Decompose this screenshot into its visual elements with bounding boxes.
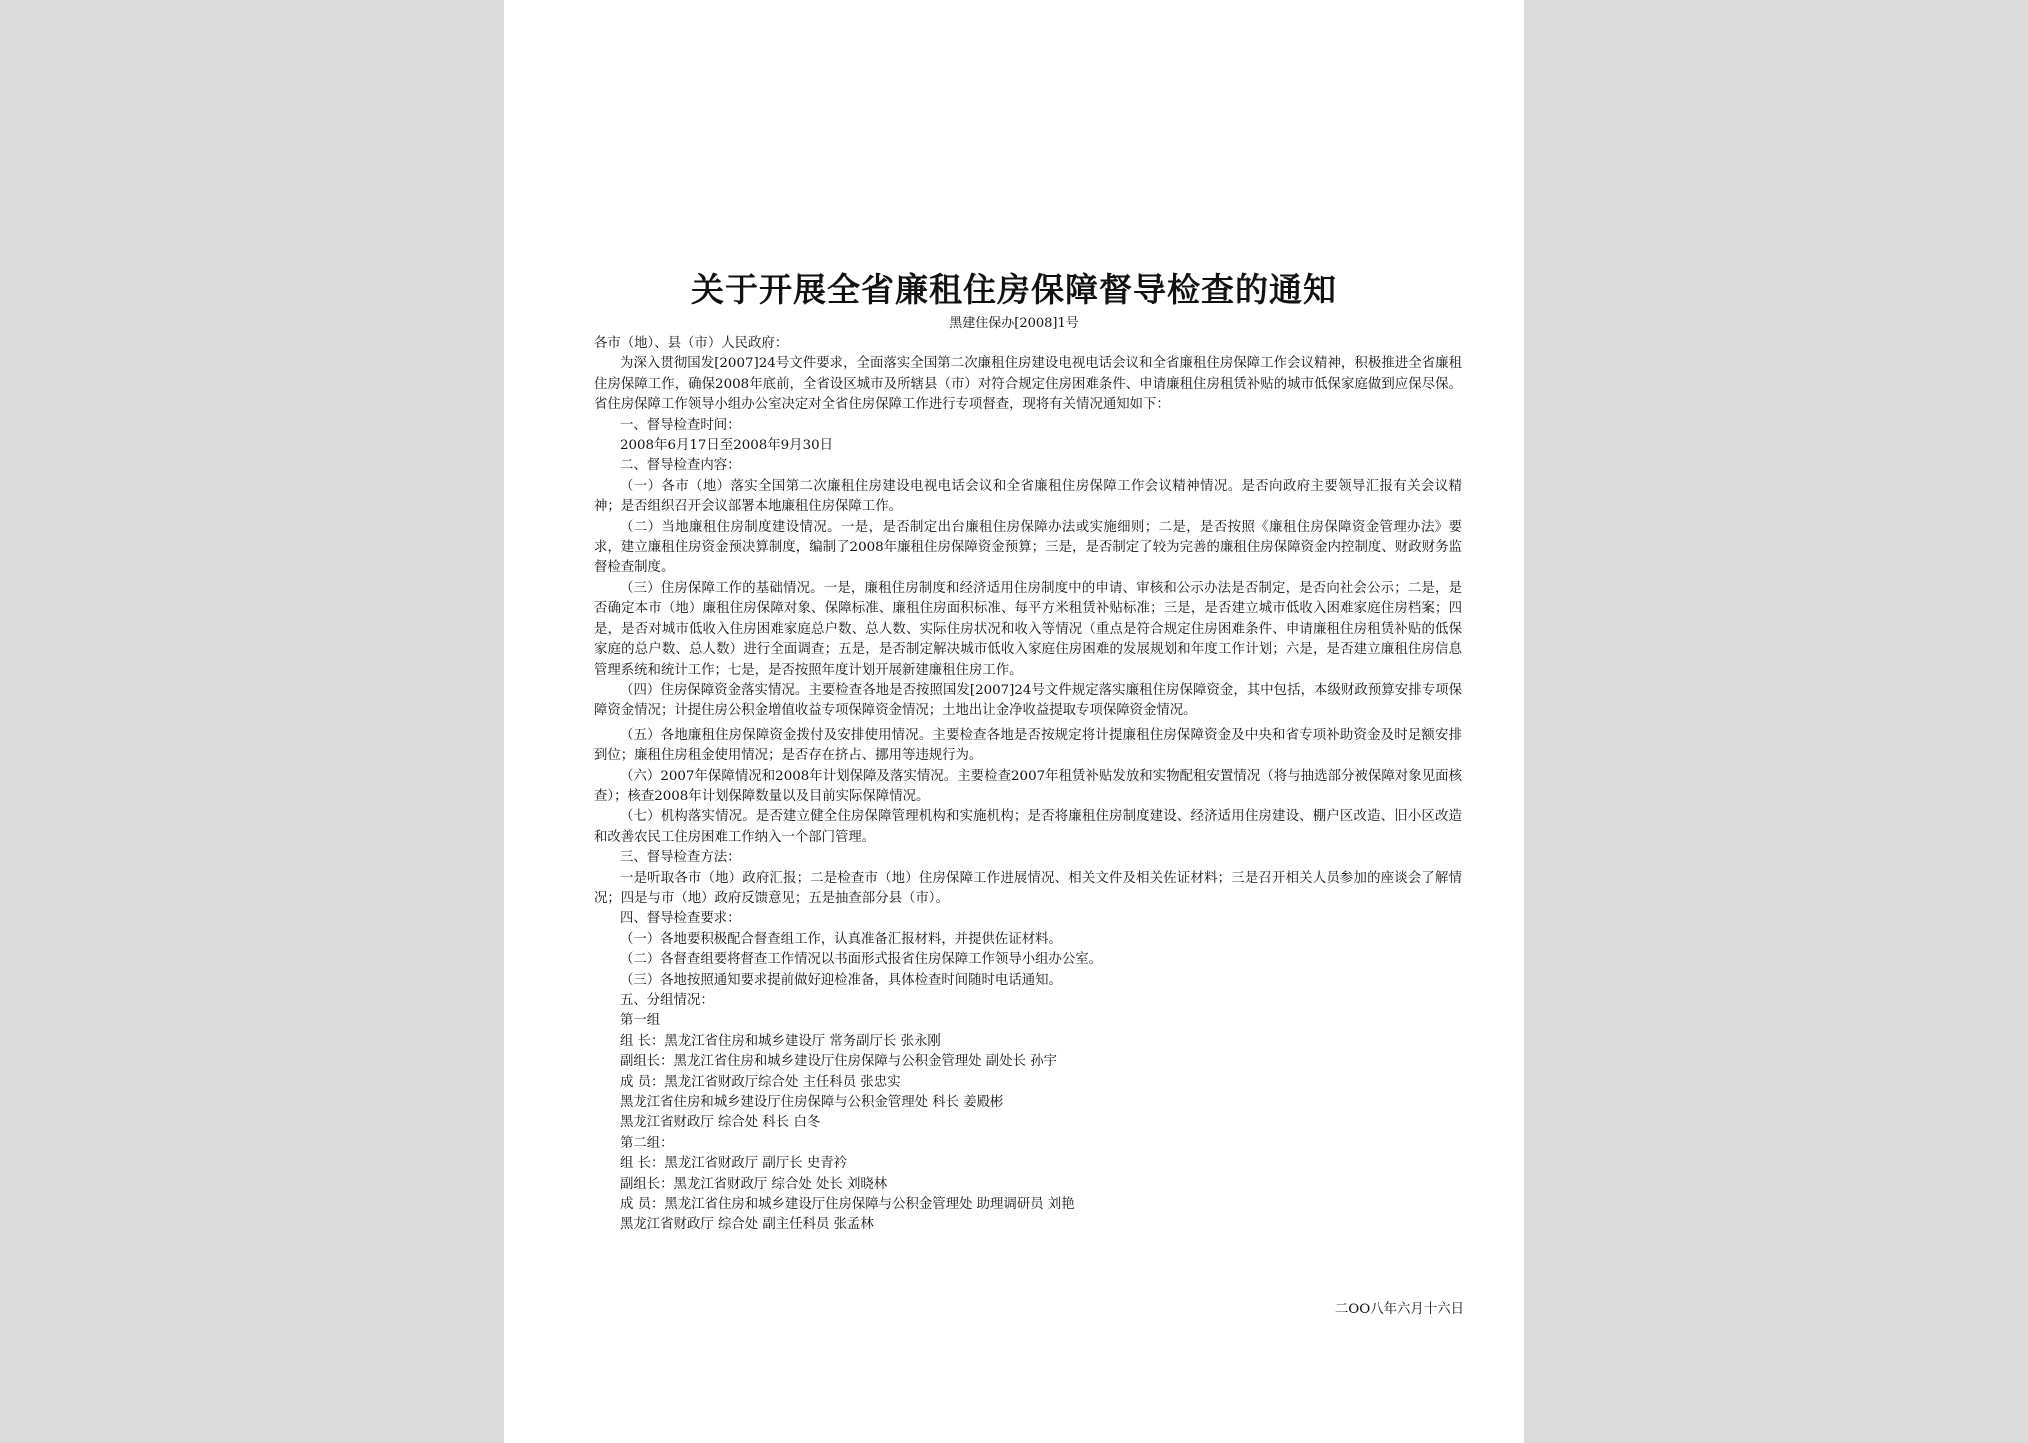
section-heading-content: 二、督导检查内容： xyxy=(620,458,741,474)
paragraph-content-5: （五）各地廉租住房保障资金拨付及安排使用情况。主要检查各地是否按规定将计提廉租住房保障资金及中央和省专项补助资金及时足额安排到位；廉租住房租金使用情况；是否存在挤占、挪用等违规行为。 xyxy=(594,727,1462,764)
group-1-heading: 第一组 xyxy=(620,1013,661,1029)
group-1-leader: 组 长：黑龙江省住房和城乡建设厅 常务副厅长 张永刚 xyxy=(620,1033,941,1049)
section-heading-groups: 五、分组情况： xyxy=(620,993,714,1008)
group-2-heading: 第二组： xyxy=(620,1135,674,1151)
paragraph-content-2: （二）当地廉租住房制度建设情况。一是，是否制定出台廉租住房保障办法或实施细则；二是，是否按照《廉租住房保障资金管理办法》要求，建立廉租住房资金预决算制度，编制了2008年廉租住房保障资金预算；三是，是否制定了较为完善的廉租住房保障资金内控制度、财政财务监督检查制度。 xyxy=(594,519,1462,576)
paragraph-time: 2008年6月17日至2008年9月30日 xyxy=(620,438,834,454)
paragraph-content-1: （一）各市（地）落实全国第二次廉租住房建设电视电话会议和全省廉租住房保障工作会议精神情况。是否向政府主要领导汇报有关会议精神；是否组织召开会议部署本地廉租住房保障工作。 xyxy=(594,478,1462,515)
group-2-member: 成 员：黑龙江省住房和城乡建设厅住房保障与公积金管理处 助理调研员 刘艳 xyxy=(620,1197,1075,1213)
paragraph-content-6: （六）2007年保障情况和2008年计划保障及落实情况。主要检查2007年租赁补贴发放和实物配租安置情况（将与抽选部分被保障对象见面核查）；核查2008年计划保障数量以及目前实际保障情况。 xyxy=(594,768,1462,804)
section-heading-method: 三、督导检查方法： xyxy=(620,850,741,866)
group-1-member: 成 员：黑龙江省财政厅综合处 主任科员 张忠实 xyxy=(620,1074,901,1090)
paragraph-requirement-2: （二）各督查组要将督查工作情况以书面形式报省住房保障工作领导小组办公室。 xyxy=(620,952,1103,968)
group-1-member: 黑龙江省财政厅 综合处 科长 白冬 xyxy=(620,1115,821,1131)
group-1-deputy: 副组长：黑龙江省住房和城乡建设厅住房保障与公积金管理处 副处长 孙宇 xyxy=(620,1054,1058,1070)
group-2-deputy: 副组长：黑龙江省财政厅 综合处 处长 刘晓林 xyxy=(620,1176,888,1192)
section-heading-time: 一、督导检查时间： xyxy=(620,417,741,433)
paragraph-content-7: （七）机构落实情况。是否建立健全住房保障管理机构和实施机构；是否将廉租住房制度建设、经济适用住房建设、棚户区改造、旧小区改造和改善农民工住房困难工作纳入一个部门管理。 xyxy=(594,809,1462,845)
group-1-member: 黑龙江省住房和城乡建设厅住房保障与公积金管理处 科长 姜殿彬 xyxy=(620,1095,1004,1111)
document-body xyxy=(594,334,1462,1236)
paragraph-intro: 为深入贯彻国发[2007]24号文件要求，全面落实全国第二次廉租住房建设电视电话会议和全省廉租住房保障工作会议精神，积极推进全省廉租住房保障工作，确保2008年底前，全省设区城市及所辖县（市）对符合规定住房困难条件、申请廉租住房租赁补贴的城市低保家庭做到应保尽保。省住房保障工作领导小组办公室决定对全省住房保障工作进行专项督查，现将有关情况通知如下： xyxy=(594,356,1462,413)
section-heading-requirements: 四、督导检查要求： xyxy=(620,911,741,927)
paragraph-content-4: （四）住房保障资金落实情况。主要检查各地是否按照国发[2007]24号文件规定落实廉租住房保障资金，其中包括，本级财政预算安排专项保障资金情况；计提住房公积金增值收益专项保障资金情况；土地出让金净收益提取专项保障资金情况。 xyxy=(594,682,1462,719)
group-2-leader: 组 长：黑龙江省财政厅 副厅长 史青衿 xyxy=(620,1156,848,1172)
paragraph-method: 一是听取各市（地）政府汇报；二是检查市（地）住房保障工作进展情况、相关文件及相关佐证材料；三是召开相关人员参加的座谈会了解情况；四是与市（地）政府反馈意见；五是抽查部分县（市）。 xyxy=(594,870,1462,906)
paragraph-requirement-3: （三）各地按照通知要求提前做好迎检准备，具体检查时间随时电话通知。 xyxy=(620,972,1062,988)
document-date: 二OO八年六月十六日 xyxy=(1334,1302,1464,1317)
salutation: 各市（地）、县（市）人民政府： xyxy=(594,336,789,351)
paragraph-requirement-1: （一）各地要积极配合督查组工作，认真准备汇报材料，并提供佐证材料。 xyxy=(620,931,1062,947)
document-number: 黑建住保办[2008]1号 xyxy=(949,316,1079,331)
paragraph-content-3: （三）住房保障工作的基础情况。一是，廉租住房制度和经济适用住房制度中的申请、审核和公示办法是否制定，是否向社会公示；二是，是否确定本市（地）廉租住房保障对象、保障标准、廉租住房面积标准、每平方米租赁补贴标准；三是，是否建立城市低收入困难家庭住房档案；四是，是否对城市低收入住房困难家庭总户数、总人数、实际住房状况和收入等情况（重点是符合规定住房困难条件、申请廉租住房租赁补贴的低保家庭的总户数、总人数）进行全面调查；五是，是否制定解决城市低收入家庭住房困难的发展规划和年度工作计划；六是，是否建立廉租住房信息管理系统和统计工作；七是，是否按照年度计划开展新建廉租住房工作。 xyxy=(594,580,1462,678)
document-page xyxy=(504,0,1524,1443)
document-title: 关于开展全省廉租住房保障督导检查的通知 xyxy=(691,270,1337,309)
group-2-member: 黑龙江省财政厅 综合处 副主任科员 张孟林 xyxy=(620,1217,874,1233)
